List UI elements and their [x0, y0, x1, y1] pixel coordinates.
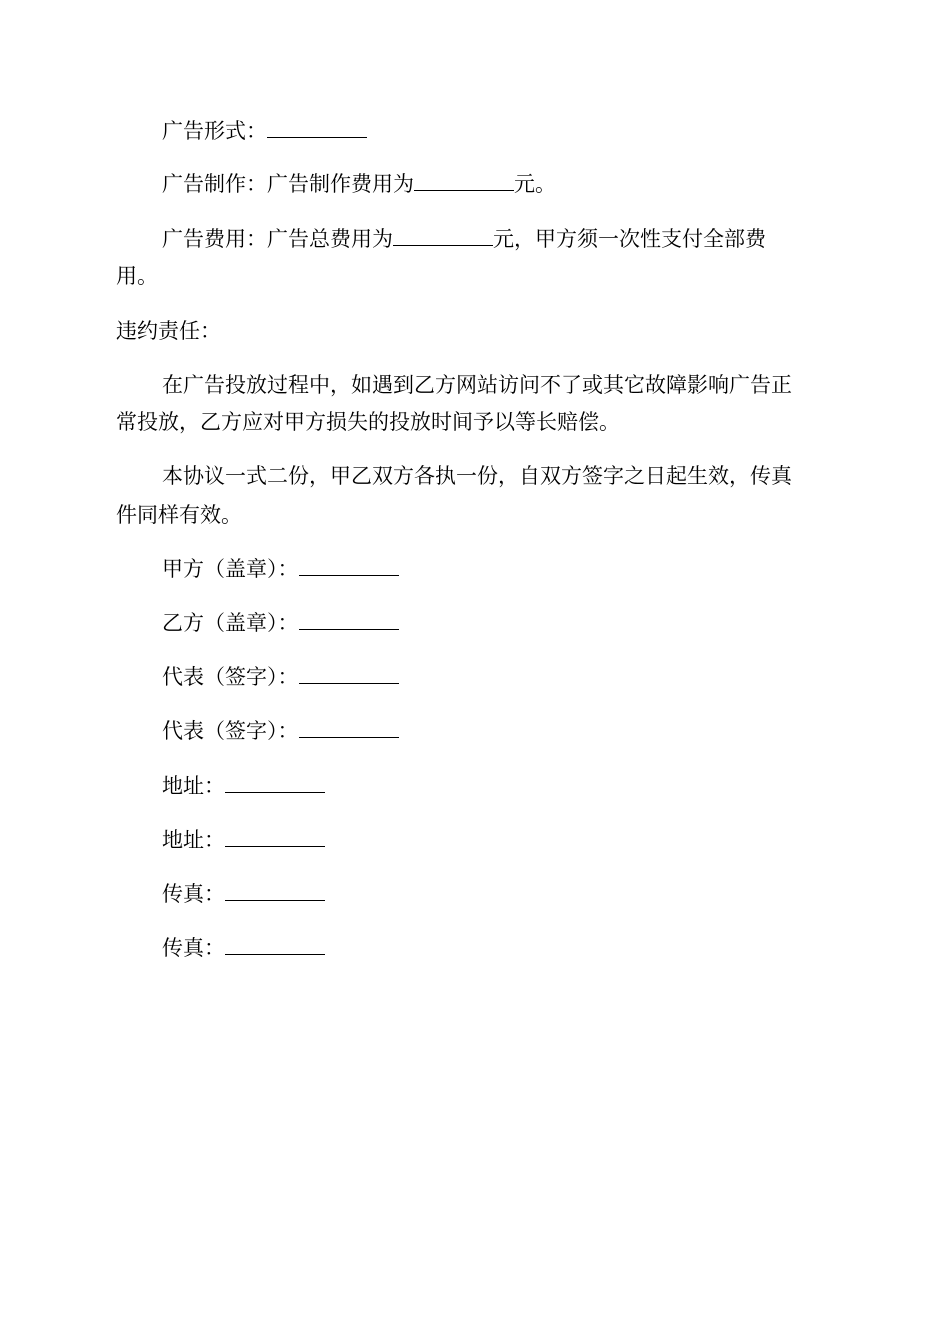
signature-line: [162, 659, 836, 695]
signature-line: [162, 768, 836, 804]
liability-line-1: [162, 367, 836, 403]
signature-line: [162, 713, 836, 749]
liability-heading-text: 违约责任：: [116, 319, 221, 343]
signature-blank: [225, 770, 325, 793]
validity-line-2: [116, 497, 836, 533]
ad-form-line: [162, 113, 836, 149]
signature-label: 甲方（盖章）：: [162, 557, 299, 581]
ad-production-prefix: 广告制作：广告制作费用为: [162, 172, 414, 196]
ad-fee-suffix: 元，甲方须一次性支付全部费: [493, 227, 766, 251]
signature-line: [162, 551, 836, 587]
liability-line-2-text: 常投放，乙方应对甲方损失的投放时间予以等长赔偿。: [116, 410, 620, 434]
signature-blank: [225, 878, 325, 901]
liability-heading: [116, 313, 836, 349]
signature-label: 乙方（盖章）：: [162, 611, 299, 635]
signature-line: [162, 876, 836, 912]
liability-line-1-text: 在广告投放过程中，如遇到乙方网站访问不了或其它故障影响广告正: [162, 373, 792, 397]
signature-blank: [299, 661, 399, 684]
ad-production-blank: [414, 168, 514, 191]
signature-label: 地址：: [162, 828, 225, 852]
ad-fee-blank: [393, 223, 493, 246]
signature-blank: [299, 553, 399, 576]
validity-line-1: [162, 458, 836, 494]
ad-form-label: 广告形式：: [162, 119, 267, 143]
signature-blank: [225, 824, 325, 847]
signature-label: 传真：: [162, 882, 225, 906]
signature-label: 代表（签字）：: [162, 665, 299, 689]
signature-line: [162, 822, 836, 858]
signature-line: [162, 605, 836, 641]
validity-line-2-text: 件同样有效。: [116, 503, 242, 527]
liability-line-2: [116, 404, 836, 440]
signature-blank: [225, 932, 325, 955]
validity-line-1-text: 本协议一式二份，甲乙双方各执一份，自双方签字之日起生效，传真: [162, 464, 792, 488]
signature-line: [162, 930, 836, 966]
ad-fee-line-1: [162, 221, 836, 257]
ad-production-suffix: 元。: [514, 172, 556, 196]
ad-production-line: [162, 166, 836, 202]
ad-fee-line-2-text: 用。: [116, 264, 158, 288]
ad-form-blank: [267, 115, 367, 138]
signature-blank: [299, 715, 399, 738]
signature-label: 地址：: [162, 774, 225, 798]
signature-blank: [299, 607, 399, 630]
signature-label: 传真：: [162, 936, 225, 960]
ad-fee-line-2: [116, 258, 836, 294]
ad-fee-prefix: 广告费用：广告总费用为: [162, 227, 393, 251]
signature-label: 代表（签字）：: [162, 719, 299, 743]
